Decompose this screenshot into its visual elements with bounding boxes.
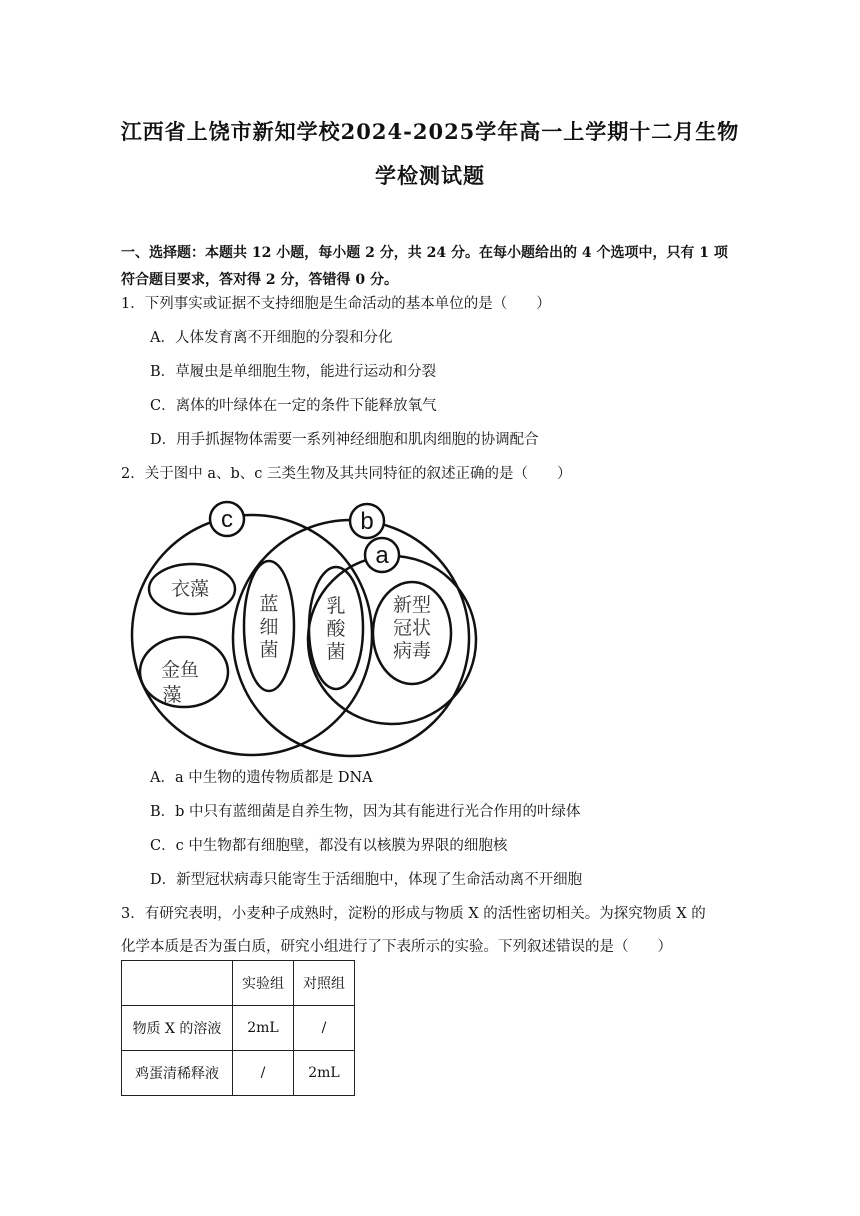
text-ru-2: 酸 bbox=[326, 618, 346, 640]
table-cell: / bbox=[233, 1051, 294, 1096]
label-c: c bbox=[221, 506, 233, 533]
text-jinyu-2: 藻 bbox=[162, 684, 182, 706]
section-heading: 一、选择题：本题共 12 小题，每小题 2 分，共 24 分。在每小题给出的 4 个选项中，只有 1 项符合题目要求，答对得 2 分，答错得 0 分。 bbox=[121, 245, 728, 288]
text-ru-3: 菌 bbox=[326, 641, 346, 663]
table-cell: 2mL bbox=[233, 1006, 294, 1051]
experiment-table bbox=[121, 960, 355, 1096]
table-row-label: 物质 X 的溶液 bbox=[122, 1006, 233, 1051]
question-2-option-b: B．b 中只有蓝细菌是自养生物，因为其有能进行光合作用的叶绿体 bbox=[150, 804, 581, 820]
text-xg-3: 病毒 bbox=[392, 640, 432, 662]
question-1-option-b: B．草履虫是单细胞生物，能进行运动和分裂 bbox=[150, 364, 437, 380]
table-row bbox=[122, 1006, 355, 1051]
table-cell: / bbox=[294, 1006, 355, 1051]
table-cell bbox=[122, 961, 233, 1006]
question-3-stem-line-1: 3．有研究表明，小麦种子成熟时，淀粉的形成与物质 X 的活性密切相关。为探究物质 X 的 bbox=[121, 906, 706, 922]
text-jinyu-1: 金鱼 bbox=[160, 659, 200, 681]
venn-diagram bbox=[128, 500, 478, 760]
table-header-cell: 对照组 bbox=[294, 961, 355, 1006]
table-header-row bbox=[122, 961, 355, 1006]
text-lan-2: 细 bbox=[259, 616, 279, 638]
table-row-label: 鸡蛋清稀释液 bbox=[122, 1051, 233, 1096]
page-title-line-1: 江西省上饶市新知学校2024-2025学年高一上学期十二月生物 bbox=[120, 119, 740, 144]
text-lan-1: 蓝 bbox=[259, 593, 279, 615]
text-xg-2: 冠状 bbox=[392, 617, 432, 639]
table-cell: 2mL bbox=[294, 1051, 355, 1096]
question-2-option-d: D．新型冠状病毒只能寄生于活细胞中，体现了生命活动离不开细胞 bbox=[150, 872, 583, 888]
table-header-cell: 实验组 bbox=[233, 961, 294, 1006]
text-xg-1: 新型 bbox=[392, 594, 432, 616]
question-2-stem: 2．关于图中 a、b、c 三类生物及其共同特征的叙述正确的是（ ） bbox=[121, 466, 572, 482]
page-title-line-2: 学检测试题 bbox=[375, 163, 485, 188]
question-3-stem-line-2: 化学本质是否为蛋白质，研究小组进行了下表所示的实验。下列叙述错误的是（ ） bbox=[121, 939, 672, 955]
circle-b bbox=[233, 520, 469, 756]
text-ru-1: 乳 bbox=[326, 595, 346, 617]
question-1-option-c: C．离体的叶绿体在一定的条件下能释放氧气 bbox=[150, 398, 437, 414]
question-1-stem: 1．下列事实或证据不支持细胞是生命活动的基本单位的是（ ） bbox=[121, 296, 551, 312]
text-yizao: 衣藻 bbox=[170, 578, 210, 600]
question-2-option-c: C．c 中生物都有细胞壁，都没有以核膜为界限的细胞核 bbox=[150, 838, 508, 854]
question-2-option-a: A．a 中生物的遗传物质都是 DNA bbox=[150, 770, 373, 786]
table-row bbox=[122, 1051, 355, 1096]
label-a: a bbox=[375, 542, 389, 569]
question-1-option-d: D．用手抓握物体需要一系列神经细胞和肌肉细胞的协调配合 bbox=[150, 432, 539, 448]
question-1-option-a: A．人体发育离不开细胞的分裂和分化 bbox=[150, 330, 393, 346]
text-lan-3: 菌 bbox=[259, 639, 279, 661]
label-b: b bbox=[360, 508, 374, 535]
